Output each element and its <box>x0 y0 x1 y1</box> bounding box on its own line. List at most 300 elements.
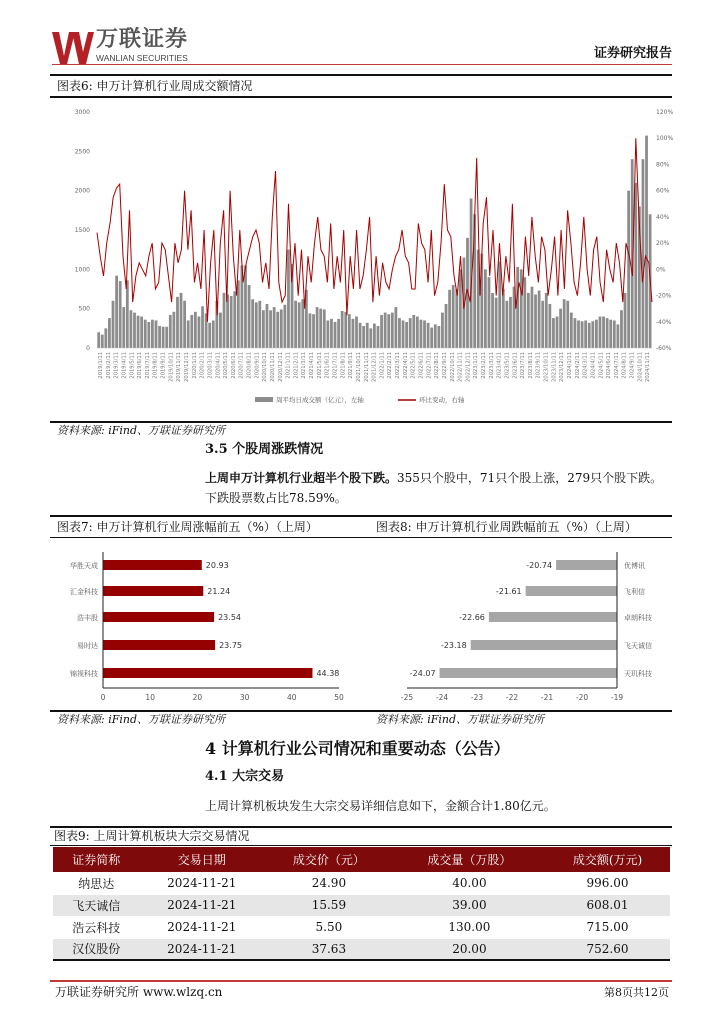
x-axis-tick: 2021/3/11 <box>301 352 308 379</box>
data-label: -22.66 <box>459 613 485 622</box>
top-losers-chart <box>370 540 672 708</box>
volume-bar <box>448 290 451 348</box>
volume-bar <box>577 320 580 348</box>
volume-bar <box>276 312 279 348</box>
volume-bar <box>488 277 491 348</box>
category-label: 飞利信 <box>624 588 645 596</box>
x-axis-tick: 2022/11/11 <box>457 352 464 382</box>
left-axis-tick: 1500 <box>74 227 90 234</box>
volume-bar <box>283 305 286 348</box>
volume-bar <box>405 322 408 348</box>
divider <box>50 515 672 517</box>
data-label: 21.24 <box>207 587 231 596</box>
x-axis-tick: 2021/2/11 <box>293 352 300 379</box>
x-axis-tick: 2020/12/11 <box>277 352 284 382</box>
volume-bar <box>509 297 512 348</box>
bar <box>471 640 617 650</box>
legend-label: 周平均日成交额（亿元），左轴 <box>276 396 364 404</box>
x-axis-tick: 2021/4/11 <box>309 352 316 379</box>
table-cell: 5.50 <box>264 916 394 938</box>
volume-bar <box>369 328 372 348</box>
header-divider <box>52 64 672 65</box>
table-cell: 15.59 <box>264 894 394 916</box>
x-axis-tick: 10 <box>145 693 155 702</box>
right-axis-tick: -60% <box>656 345 672 352</box>
x-axis-tick: 2023/2/11 <box>481 352 488 379</box>
volume-bar <box>326 320 329 348</box>
x-axis-tick: 2019/8/11 <box>152 352 159 379</box>
left-axis-tick: 3000 <box>74 109 90 116</box>
volume-bar <box>452 285 455 348</box>
x-axis-tick: 2022/12/11 <box>465 352 472 382</box>
x-axis-tick: 2019/6/11 <box>137 352 144 379</box>
block-trade-table <box>53 847 670 961</box>
data-label: -20.74 <box>526 561 553 570</box>
divider <box>50 710 672 712</box>
x-axis-tick: 2023/6/11 <box>512 352 519 379</box>
x-axis-tick: 2019/9/11 <box>160 352 167 379</box>
logo-icon <box>52 32 94 64</box>
x-axis-tick: -20 <box>575 693 589 702</box>
x-axis-tick: 2020/10/11 <box>262 352 269 382</box>
x-axis-tick: 2022/10/11 <box>449 352 456 382</box>
volume-bar <box>233 291 236 348</box>
table-cell: 24.90 <box>264 872 394 894</box>
volume-bar <box>147 322 150 348</box>
x-axis-tick: 2021/6/11 <box>324 352 331 379</box>
volume-bar <box>269 310 272 348</box>
volume-bar <box>505 301 508 348</box>
column-header: 交易日期 <box>139 847 264 872</box>
volume-bar <box>520 269 523 348</box>
volume-bar <box>201 306 204 348</box>
x-axis-tick: 2021/9/11 <box>348 352 355 379</box>
bar <box>103 612 214 622</box>
x-axis-tick: -22 <box>505 693 519 702</box>
volume-bar <box>391 313 394 348</box>
left-axis-tick: 500 <box>78 305 90 313</box>
divider <box>50 96 672 98</box>
bar <box>103 668 312 678</box>
figure-8-source: 资料来源: iFind、万联证券研究所 <box>376 713 544 726</box>
data-label: -24.07 <box>409 669 436 678</box>
bar <box>526 586 617 596</box>
x-axis-tick: 2022/8/11 <box>434 352 441 379</box>
volume-bar <box>158 326 161 348</box>
volume-bar <box>609 320 612 348</box>
x-axis-tick: 2022/6/11 <box>418 352 425 379</box>
volume-bar <box>108 318 111 348</box>
volume-bar <box>534 295 537 348</box>
data-label: 20.93 <box>205 561 229 570</box>
volume-bar <box>172 312 175 348</box>
right-axis-tick: 20% <box>656 240 670 248</box>
divider <box>50 537 672 538</box>
volume-bar <box>266 304 269 348</box>
right-axis-tick: -40% <box>656 318 672 326</box>
volume-bar <box>183 301 186 348</box>
volume-bar <box>334 322 337 348</box>
table-cell: 715.00 <box>545 916 670 938</box>
bar <box>556 560 617 570</box>
logo-subtext: WANLIAN SECURITIES <box>96 53 188 63</box>
x-axis-tick: 2022/1/11 <box>379 352 386 379</box>
volume-bar <box>548 304 551 348</box>
volume-bar <box>409 318 412 348</box>
volume-bar <box>101 335 104 348</box>
volume-bar <box>137 316 140 348</box>
volume-bar <box>502 289 505 348</box>
volume-bar <box>162 327 165 348</box>
x-axis-tick: 2023/12/11 <box>559 352 566 382</box>
volume-bar <box>373 324 376 348</box>
volume-bar <box>441 313 444 348</box>
column-header: 证券简称 <box>53 847 139 872</box>
volume-bar <box>226 295 229 348</box>
volume-bar <box>437 326 440 348</box>
volume-bar <box>97 332 100 348</box>
right-axis-tick: 80% <box>656 161 670 169</box>
volume-bar <box>176 297 179 348</box>
right-axis-tick: 60% <box>656 187 670 195</box>
category-label: 飞天诚信 <box>624 642 652 650</box>
table-cell: 37.63 <box>264 938 394 960</box>
volume-bar <box>574 318 577 348</box>
x-axis-tick: 2019/5/11 <box>129 352 136 379</box>
volume-bar <box>620 310 623 348</box>
right-axis-tick: -20% <box>656 292 672 300</box>
table-cell: 608.01 <box>545 894 670 916</box>
volume-bar <box>556 317 559 348</box>
volume-bar <box>459 269 462 348</box>
volume-bar <box>180 293 183 348</box>
column-header: 成交额(万元) <box>545 847 670 872</box>
right-axis-tick: 120% <box>656 109 674 116</box>
volume-bar <box>495 298 498 348</box>
volume-bar <box>412 315 415 348</box>
x-axis-tick: 2020/11/11 <box>269 352 276 382</box>
volume-bar <box>301 299 304 348</box>
volume-bar <box>624 293 627 348</box>
volume-bar <box>355 317 358 348</box>
right-axis-tick: 40% <box>656 213 670 221</box>
volume-bar <box>219 313 222 348</box>
x-axis-tick: -24 <box>435 693 449 702</box>
x-axis-tick: 2023/3/11 <box>488 352 495 379</box>
bar <box>103 640 215 650</box>
divider <box>50 826 672 828</box>
section-paragraph: 上周计算机板块发生大宗交易详细信息如下，金额合计1.80亿元。 <box>205 799 556 813</box>
volume-bar <box>420 320 423 348</box>
volume-bar <box>445 304 448 348</box>
category-label: 华胜天成 <box>70 562 98 570</box>
volume-bar <box>190 315 193 348</box>
page-number: 第8页共12页 <box>604 986 669 999</box>
x-axis-tick: 2021/12/11 <box>371 352 378 382</box>
figure-7-title: 图表7: 申万计算机行业周涨幅前五（%）（上周） <box>57 520 318 534</box>
section-heading: 3.5 个股周涨跌情况 <box>205 442 324 457</box>
x-axis-tick: 2023/5/11 <box>504 352 511 379</box>
x-axis-tick: 2024/5/11 <box>598 352 605 379</box>
x-axis-tick: 20 <box>192 693 203 702</box>
x-axis-tick: 2019/2/11 <box>105 352 112 379</box>
volume-bar <box>559 309 562 348</box>
x-axis-tick: 2019/11/11 <box>176 352 183 382</box>
legend-label: 环比变动，右轴 <box>419 396 465 404</box>
figure-6-title: 图表6: 申万计算机行业周成交额情况 <box>57 79 253 93</box>
volume-bar <box>484 269 487 348</box>
footer-org: 万联证券研究所 www.wlzq.cn <box>55 985 223 999</box>
volume-bar <box>642 159 645 348</box>
volume-bar <box>366 323 369 348</box>
left-axis-tick: 0 <box>86 345 90 352</box>
table-cell: 20.00 <box>394 938 545 960</box>
document-type: 证券研究报告 <box>593 46 672 61</box>
volume-bar <box>613 320 616 348</box>
table-cell: 40.00 <box>394 872 545 894</box>
x-axis-tick: 2024/1/11 <box>567 352 574 379</box>
table-cell: 2024-11-21 <box>139 894 264 916</box>
x-axis-tick: 2024/11/11 <box>645 352 652 382</box>
volume-bar <box>237 280 240 348</box>
volume-bar <box>398 318 401 348</box>
subsection-heading: 4.1 大宗交易 <box>205 769 285 784</box>
volume-bar <box>169 315 172 348</box>
volume-bar <box>531 287 534 348</box>
volume-bar <box>387 314 390 348</box>
volume-bar <box>287 250 290 348</box>
volume-bar <box>298 302 301 348</box>
column-header: 成交价（元） <box>264 847 394 872</box>
x-axis-tick: 2023/11/11 <box>551 352 558 382</box>
volume-chart <box>0 100 724 420</box>
volume-bar <box>384 313 387 348</box>
volume-bar <box>352 319 355 348</box>
x-axis-tick: 2021/5/11 <box>316 352 323 379</box>
volume-bar <box>416 317 419 348</box>
table-cell: 浩云科技 <box>53 916 139 938</box>
right-axis-tick: 100% <box>656 135 674 143</box>
x-axis-tick: 2020/4/11 <box>215 352 222 379</box>
divider <box>50 845 672 846</box>
x-axis-tick: 2024/6/11 <box>606 352 613 379</box>
x-axis-tick: 2020/5/11 <box>223 352 230 379</box>
footer-divider <box>50 980 672 982</box>
volume-bar <box>119 281 122 348</box>
paragraph-text: 355只个股中，71只个股上涨，279只个股下跌。 <box>397 471 663 485</box>
bar <box>440 668 617 678</box>
x-axis-tick: 30 <box>239 693 250 702</box>
table-cell: 飞天诚信 <box>53 894 139 916</box>
table-row <box>53 938 670 960</box>
volume-bar <box>280 309 283 348</box>
x-axis-tick: -25 <box>400 693 414 702</box>
volume-bar <box>348 314 351 348</box>
data-label: 23.54 <box>218 613 242 622</box>
x-axis-tick: 2024/10/11 <box>637 352 644 382</box>
volume-bar <box>498 261 501 348</box>
bar <box>103 586 203 596</box>
data-label: 44.38 <box>316 669 340 678</box>
x-axis-tick: 2024/4/11 <box>590 352 597 379</box>
volume-bar <box>133 313 136 348</box>
x-axis-tick: -19 <box>610 693 624 702</box>
bar <box>489 612 617 622</box>
category-label: 卓朗科技 <box>624 614 652 622</box>
volume-bar <box>527 293 530 348</box>
section-heading: 4 计算机行业公司情况和重要动态（公告） <box>205 739 510 758</box>
volume-bar <box>130 310 133 348</box>
x-axis-tick: 2023/4/11 <box>496 352 503 379</box>
volume-bar <box>248 285 251 348</box>
bar <box>103 560 202 570</box>
table-cell: 752.60 <box>545 938 670 960</box>
x-axis-tick: 0 <box>100 693 106 702</box>
figure-7-source: 资料来源: iFind、万联证券研究所 <box>57 713 225 726</box>
volume-bar <box>602 317 605 348</box>
x-axis-tick: 2023/8/11 <box>527 352 534 379</box>
x-axis-tick: 2020/2/11 <box>199 352 206 379</box>
x-axis-tick: 2021/8/11 <box>340 352 347 379</box>
volume-bar <box>104 328 107 348</box>
x-axis-tick: 40 <box>287 693 297 702</box>
volume-bar <box>330 319 333 348</box>
x-axis-tick: 2024/2/11 <box>574 352 581 379</box>
x-axis-tick: 2024/8/11 <box>621 352 628 379</box>
section-paragraph <box>205 468 685 508</box>
column-header: 成交量（万股） <box>394 847 545 872</box>
volume-bar <box>645 136 648 348</box>
left-axis-tick: 1000 <box>74 266 90 274</box>
x-axis-tick: 2022/7/11 <box>426 352 433 379</box>
data-label: -23.18 <box>440 641 467 650</box>
volume-bar <box>599 317 602 348</box>
x-axis-tick: 2020/7/11 <box>238 352 245 379</box>
x-axis-tick: -23 <box>470 693 484 702</box>
category-label: 浩丰股 <box>77 614 98 622</box>
x-axis-tick: 2023/10/11 <box>543 352 550 382</box>
volume-bar <box>319 309 322 348</box>
volume-bar <box>262 310 265 348</box>
table-cell: 2024-11-21 <box>139 938 264 960</box>
volume-bar <box>430 328 433 348</box>
x-axis-tick: 2020/3/11 <box>207 352 214 379</box>
divider <box>50 74 672 76</box>
x-axis-tick: 2019/12/11 <box>183 352 190 382</box>
x-axis-tick: 2022/9/11 <box>441 352 448 379</box>
x-axis-tick: 2023/9/11 <box>535 352 542 379</box>
volume-bar <box>208 323 211 348</box>
volume-bar <box>380 315 383 348</box>
logo-text: 万联证券 <box>96 27 189 52</box>
table-header-row <box>53 847 670 872</box>
x-axis-tick: 2021/1/11 <box>285 352 292 379</box>
volume-bar <box>255 302 258 348</box>
x-axis-tick: -21 <box>540 693 554 702</box>
volume-bar <box>198 317 201 348</box>
volume-bar <box>155 320 158 348</box>
table-cell: 2024-11-21 <box>139 916 264 938</box>
volume-bar <box>545 293 548 348</box>
figure-8-title: 图表8: 申万计算机行业周跌幅前五（%）（上周） <box>376 520 637 534</box>
table-cell: 汉仪股份 <box>53 938 139 960</box>
volume-bar <box>258 301 261 348</box>
volume-bar <box>341 311 344 348</box>
volume-bar <box>581 321 584 348</box>
volume-bar <box>344 312 347 348</box>
x-axis-tick: 2020/9/11 <box>254 352 261 379</box>
volume-bar <box>402 320 405 348</box>
figure-6-source: 资料来源: iFind、万联证券研究所 <box>57 424 225 437</box>
divider <box>50 421 672 423</box>
volume-bar <box>516 267 519 348</box>
x-axis-tick: 2019/1/11 <box>98 352 104 379</box>
x-axis-tick: 2022/2/11 <box>387 352 394 379</box>
left-axis-tick: 2000 <box>74 187 90 195</box>
left-axis-tick: 2500 <box>74 148 90 156</box>
volume-bar <box>165 327 168 348</box>
volume-bar <box>273 307 276 348</box>
x-axis-tick: 50 <box>334 693 344 702</box>
x-axis-tick: 2021/7/11 <box>332 352 339 379</box>
volume-bar <box>627 191 630 348</box>
volume-bar <box>616 324 619 348</box>
volume-bar <box>140 317 143 348</box>
table-cell: 纳思达 <box>53 872 139 894</box>
volume-bar <box>144 320 147 348</box>
volume-bar <box>423 320 426 348</box>
x-axis-tick: 2020/8/11 <box>246 352 253 379</box>
data-label: -21.61 <box>495 587 522 596</box>
volume-bar <box>212 320 215 348</box>
volume-bar <box>491 293 494 348</box>
paragraph-text: 下跌股票数占比78.59%。 <box>205 491 347 505</box>
category-label: 易时达 <box>77 642 98 650</box>
x-axis-tick: 2023/1/11 <box>473 352 480 379</box>
right-axis-tick: 0% <box>656 266 666 274</box>
x-axis-tick: 2021/10/11 <box>355 352 362 382</box>
volume-bar <box>434 324 437 348</box>
table-cell: 996.00 <box>545 872 670 894</box>
volume-bar <box>115 276 118 348</box>
data-label: 23.75 <box>219 641 243 650</box>
x-axis-tick: 2019/10/11 <box>168 352 175 382</box>
category-label: 天玑科技 <box>624 670 652 678</box>
legend-bar-swatch <box>255 397 273 402</box>
volume-bar <box>563 299 566 348</box>
x-axis-tick: 2019/7/11 <box>144 352 151 379</box>
category-label: 汇金科技 <box>70 588 98 596</box>
x-axis-tick: 2020/6/11 <box>230 352 237 379</box>
volume-bar <box>244 265 247 348</box>
table-cell: 2024-11-21 <box>139 872 264 894</box>
volume-bar <box>427 323 430 348</box>
volume-bar <box>309 313 312 348</box>
volume-bar <box>187 320 190 348</box>
volume-bar <box>595 320 598 348</box>
volume-bar <box>251 299 254 348</box>
volume-bar <box>151 320 154 348</box>
volume-bar <box>362 326 365 348</box>
volume-bar <box>377 326 380 348</box>
volume-bar <box>316 307 319 348</box>
x-axis-tick: 2021/11/11 <box>363 352 370 382</box>
volume-bar <box>523 277 526 348</box>
volume-bar <box>294 301 297 348</box>
volume-bar <box>122 307 125 348</box>
figure-9-title: 图表9: 上周计算机板块大宗交易情况 <box>54 829 250 843</box>
x-axis-tick: 2024/9/11 <box>629 352 636 379</box>
